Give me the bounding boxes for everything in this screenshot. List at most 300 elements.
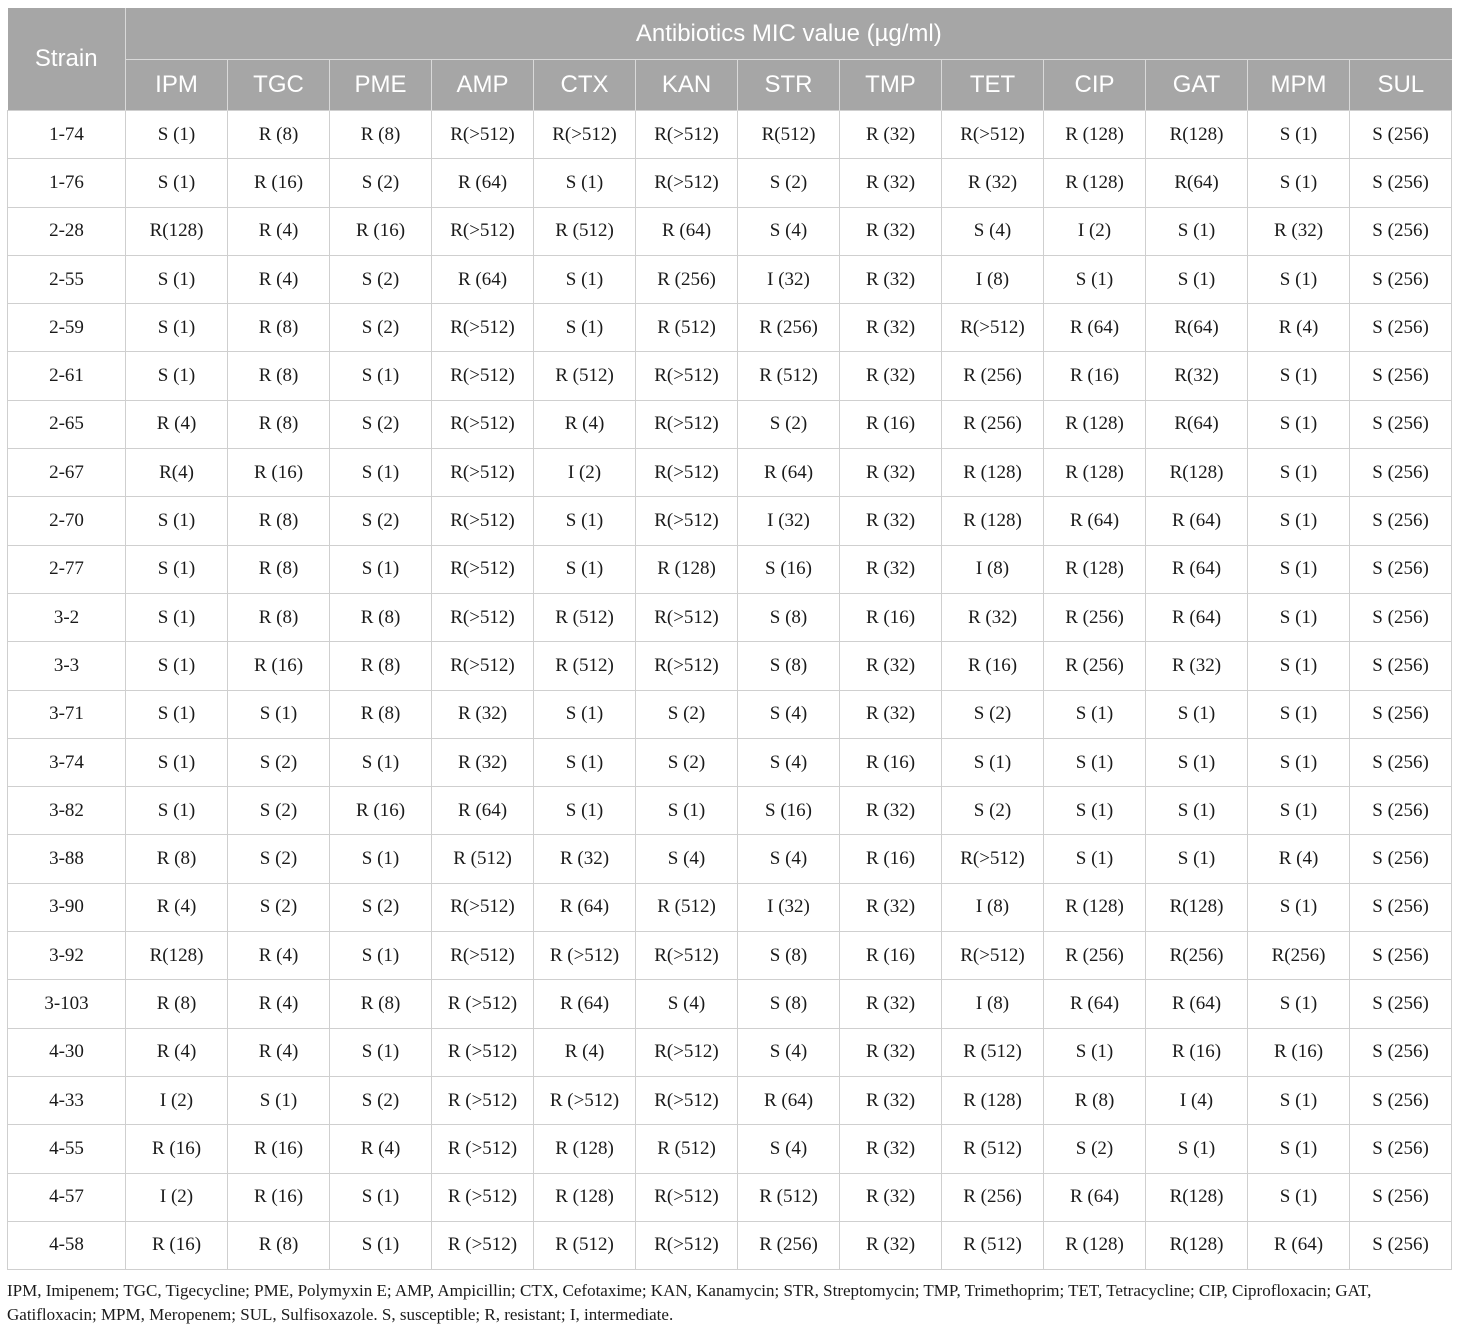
strain-cell: 2-65: [8, 400, 126, 448]
strain-cell: 4-57: [8, 1173, 126, 1221]
mic-cell-amp: R (64): [432, 159, 534, 207]
mic-cell-tgc: R (8): [228, 545, 330, 593]
mic-cell-cip: R (128): [1044, 159, 1146, 207]
mic-cell-sul: S (256): [1350, 932, 1452, 980]
mic-cell-sul: S (256): [1350, 497, 1452, 545]
mic-cell-gat: S (1): [1146, 207, 1248, 255]
mic-cell-tmp: R (32): [840, 1173, 942, 1221]
mic-cell-kan: R(>512): [636, 400, 738, 448]
mic-cell-pme: S (2): [330, 883, 432, 931]
mic-cell-cip: R (16): [1044, 352, 1146, 400]
mic-cell-gat: R(128): [1146, 1173, 1248, 1221]
mic-cell-str: S (4): [738, 207, 840, 255]
mic-cell-mpm: R (4): [1248, 304, 1350, 352]
mic-cell-mpm: S (1): [1248, 400, 1350, 448]
mic-cell-tet: R (128): [942, 449, 1044, 497]
mic-cell-tmp: R (32): [840, 304, 942, 352]
mic-cell-cip: R (128): [1044, 545, 1146, 593]
strain-cell: 2-61: [8, 352, 126, 400]
mic-cell-str: R(512): [738, 111, 840, 159]
mic-cell-ipm: S (1): [126, 159, 228, 207]
mic-cell-amp: R(>512): [432, 642, 534, 690]
mic-cell-tet: R (512): [942, 1221, 1044, 1269]
mic-cell-ctx: R (512): [534, 1221, 636, 1269]
mic-cell-amp: R (>512): [432, 1125, 534, 1173]
mic-cell-kan: S (4): [636, 980, 738, 1028]
mic-cell-amp: R (>512): [432, 1173, 534, 1221]
mic-cell-ctx: S (1): [534, 159, 636, 207]
mic-cell-cip: S (1): [1044, 787, 1146, 835]
mic-cell-pme: S (1): [330, 738, 432, 786]
mic-cell-pme: S (2): [330, 304, 432, 352]
mic-cell-pme: S (1): [330, 835, 432, 883]
mic-cell-mpm: S (1): [1248, 642, 1350, 690]
mic-cell-kan: S (2): [636, 738, 738, 786]
mic-cell-tet: R(>512): [942, 835, 1044, 883]
mic-cell-sul: S (256): [1350, 1173, 1452, 1221]
mic-cell-pme: R (8): [330, 593, 432, 641]
mic-cell-amp: R(>512): [432, 593, 534, 641]
mic-cell-gat: R (64): [1146, 545, 1248, 593]
mic-cell-ctx: S (1): [534, 497, 636, 545]
mic-cell-pme: R (16): [330, 787, 432, 835]
table-row: [8, 1076, 1452, 1124]
mic-cell-kan: R (128): [636, 545, 738, 593]
mic-cell-tet: I (8): [942, 980, 1044, 1028]
column-header-ipm: IPM: [126, 60, 228, 111]
table-row: [8, 932, 1452, 980]
mic-cell-tmp: R (32): [840, 1076, 942, 1124]
mic-cell-ctx: R (32): [534, 835, 636, 883]
mic-cell-ipm: R (16): [126, 1125, 228, 1173]
mic-cell-kan: R(>512): [636, 497, 738, 545]
mic-cell-tmp: R (32): [840, 159, 942, 207]
mic-cell-mpm: S (1): [1248, 449, 1350, 497]
mic-cell-tmp: R (32): [840, 497, 942, 545]
mic-cell-ipm: R (4): [126, 400, 228, 448]
mic-cell-tgc: S (2): [228, 738, 330, 786]
mic-cell-amp: R (>512): [432, 1076, 534, 1124]
mic-cell-tgc: R (8): [228, 400, 330, 448]
mic-cell-mpm: S (1): [1248, 1076, 1350, 1124]
column-header-tmp: TMP: [840, 60, 942, 111]
mic-cell-pme: S (2): [330, 255, 432, 303]
mic-cell-tet: I (8): [942, 255, 1044, 303]
mic-cell-tet: S (4): [942, 207, 1044, 255]
mic-cell-pme: S (1): [330, 1028, 432, 1076]
mic-cell-sul: S (256): [1350, 159, 1452, 207]
mic-cell-tet: R(>512): [942, 111, 1044, 159]
mic-cell-kan: S (4): [636, 835, 738, 883]
mic-cell-tgc: R (8): [228, 304, 330, 352]
mic-cell-str: S (2): [738, 400, 840, 448]
mic-cell-gat: R(128): [1146, 449, 1248, 497]
mic-cell-cip: R (128): [1044, 449, 1146, 497]
strain-cell: 2-67: [8, 449, 126, 497]
mic-cell-mpm: S (1): [1248, 352, 1350, 400]
antibiotics-group-header: Antibiotics MIC value (µg/ml): [126, 8, 1452, 60]
mic-cell-tmp: R (32): [840, 352, 942, 400]
mic-cell-ipm: S (1): [126, 787, 228, 835]
mic-cell-amp: R (64): [432, 255, 534, 303]
mic-cell-ipm: I (2): [126, 1173, 228, 1221]
mic-cell-ctx: R (512): [534, 207, 636, 255]
mic-cell-mpm: R(256): [1248, 932, 1350, 980]
table-row: [8, 304, 1452, 352]
mic-cell-tgc: R (16): [228, 449, 330, 497]
mic-cell-ctx: R (128): [534, 1173, 636, 1221]
strain-cell: 3-71: [8, 690, 126, 738]
mic-cell-ipm: R (8): [126, 835, 228, 883]
mic-cell-str: S (8): [738, 593, 840, 641]
mic-cell-sul: S (256): [1350, 593, 1452, 641]
column-header-cip: CIP: [1044, 60, 1146, 111]
mic-cell-tmp: R (32): [840, 111, 942, 159]
mic-cell-ipm: R (16): [126, 1221, 228, 1269]
mic-cell-cip: S (2): [1044, 1125, 1146, 1173]
mic-cell-sul: S (256): [1350, 352, 1452, 400]
mic-cell-cip: R (256): [1044, 642, 1146, 690]
mic-cell-amp: R(>512): [432, 932, 534, 980]
mic-cell-ctx: R (>512): [534, 1076, 636, 1124]
mic-cell-mpm: S (1): [1248, 787, 1350, 835]
mic-cell-ctx: R (64): [534, 980, 636, 1028]
mic-cell-sul: S (256): [1350, 738, 1452, 786]
mic-cell-mpm: S (1): [1248, 980, 1350, 1028]
mic-cell-ctx: S (1): [534, 545, 636, 593]
strain-cell: 4-58: [8, 1221, 126, 1269]
mic-cell-str: S (16): [738, 545, 840, 593]
mic-cell-ctx: S (1): [534, 787, 636, 835]
mic-cell-mpm: S (1): [1248, 593, 1350, 641]
mic-cell-sul: S (256): [1350, 545, 1452, 593]
mic-cell-str: S (4): [738, 835, 840, 883]
mic-cell-amp: R (>512): [432, 1221, 534, 1269]
mic-cell-cip: R (256): [1044, 593, 1146, 641]
mic-cell-cip: R (64): [1044, 304, 1146, 352]
mic-cell-kan: R(>512): [636, 449, 738, 497]
mic-cell-gat: R (16): [1146, 1028, 1248, 1076]
mic-cell-gat: S (1): [1146, 787, 1248, 835]
mic-cell-cip: I (2): [1044, 207, 1146, 255]
table-header: [8, 8, 1452, 111]
mic-cell-amp: R(>512): [432, 111, 534, 159]
strain-cell: 2-77: [8, 545, 126, 593]
mic-cell-gat: S (1): [1146, 835, 1248, 883]
mic-cell-ipm: S (1): [126, 497, 228, 545]
mic-cell-gat: R (64): [1146, 497, 1248, 545]
table-row: [8, 690, 1452, 738]
mic-cell-cip: S (1): [1044, 1028, 1146, 1076]
mic-cell-pme: R (8): [330, 642, 432, 690]
mic-cell-sul: S (256): [1350, 207, 1452, 255]
mic-cell-kan: R(>512): [636, 642, 738, 690]
mic-cell-tet: R(>512): [942, 932, 1044, 980]
mic-cell-pme: S (2): [330, 400, 432, 448]
table-row: [8, 497, 1452, 545]
table-body: [8, 111, 1452, 1270]
mic-cell-sul: S (256): [1350, 255, 1452, 303]
column-header-str: STR: [738, 60, 840, 111]
mic-cell-gat: R(128): [1146, 1221, 1248, 1269]
mic-cell-pme: R (8): [330, 980, 432, 1028]
mic-cell-tmp: R (32): [840, 207, 942, 255]
mic-cell-ctx: R (64): [534, 883, 636, 931]
mic-cell-ipm: S (1): [126, 738, 228, 786]
table-footnote: IPM, Imipenem; TGC, Tigecycline; PME, Polymyxin E; AMP, Ampicillin; CTX, Cefotaxime; KAN, Kanamycin; STR, Streptomycin; TMP, Trimethoprim; TET, Tetracycline; CIP, Ciprofloxacin; GAT, Gatifloxacin; MPM, Meropenem; SUL, Sulfisoxazole. S, susceptible; R, resistant; I, intermediate.: [7, 1281, 1372, 1324]
mic-cell-gat: R(64): [1146, 304, 1248, 352]
mic-cell-tet: R (32): [942, 593, 1044, 641]
mic-cell-tgc: R (4): [228, 980, 330, 1028]
mic-cell-kan: R(>512): [636, 1173, 738, 1221]
table-row: [8, 400, 1452, 448]
mic-cell-ipm: R(128): [126, 932, 228, 980]
mic-cell-tmp: R (32): [840, 787, 942, 835]
mic-cell-amp: R (>512): [432, 980, 534, 1028]
mic-cell-tgc: R (8): [228, 1221, 330, 1269]
strain-cell: 1-74: [8, 111, 126, 159]
mic-cell-gat: R(128): [1146, 883, 1248, 931]
column-header-pme: PME: [330, 60, 432, 111]
mic-cell-sul: S (256): [1350, 787, 1452, 835]
strain-cell: 3-92: [8, 932, 126, 980]
mic-cell-tgc: R (16): [228, 159, 330, 207]
mic-cell-kan: R (512): [636, 883, 738, 931]
mic-cell-pme: R (8): [330, 111, 432, 159]
mic-cell-str: R (256): [738, 1221, 840, 1269]
mic-cell-gat: R (64): [1146, 593, 1248, 641]
mic-cell-tmp: R (16): [840, 738, 942, 786]
mic-cell-tgc: S (1): [228, 690, 330, 738]
mic-cell-tet: S (2): [942, 690, 1044, 738]
column-header-tgc: TGC: [228, 60, 330, 111]
mic-cell-sul: S (256): [1350, 642, 1452, 690]
mic-cell-amp: R (32): [432, 738, 534, 786]
mic-cell-kan: R(>512): [636, 1028, 738, 1076]
mic-cell-cip: R (128): [1044, 1221, 1146, 1269]
mic-cell-ipm: R (4): [126, 883, 228, 931]
mic-cell-cip: S (1): [1044, 690, 1146, 738]
column-header-gat: GAT: [1146, 60, 1248, 111]
mic-cell-ctx: R (512): [534, 593, 636, 641]
mic-cell-sul: S (256): [1350, 1125, 1452, 1173]
mic-cell-sul: S (256): [1350, 1028, 1452, 1076]
strain-cell: 3-2: [8, 593, 126, 641]
mic-cell-ctx: R (128): [534, 1125, 636, 1173]
table-row: [8, 1221, 1452, 1269]
mic-cell-cip: S (1): [1044, 255, 1146, 303]
mic-cell-pme: S (2): [330, 1076, 432, 1124]
table-row: [8, 738, 1452, 786]
mic-cell-gat: R(128): [1146, 111, 1248, 159]
column-header-kan: KAN: [636, 60, 738, 111]
mic-cell-ctx: S (1): [534, 304, 636, 352]
mic-cell-gat: R(256): [1146, 932, 1248, 980]
mic-cell-cip: R (64): [1044, 980, 1146, 1028]
mic-cell-tet: R (512): [942, 1028, 1044, 1076]
mic-cell-str: R (64): [738, 449, 840, 497]
column-header-sul: SUL: [1350, 60, 1452, 111]
mic-cell-mpm: R (32): [1248, 207, 1350, 255]
mic-cell-gat: R(32): [1146, 352, 1248, 400]
mic-cell-ipm: S (1): [126, 642, 228, 690]
mic-cell-ctx: S (1): [534, 255, 636, 303]
mic-cell-cip: R (128): [1044, 400, 1146, 448]
mic-cell-cip: S (1): [1044, 738, 1146, 786]
mic-cell-ipm: R(128): [126, 207, 228, 255]
mic-cell-ctx: S (1): [534, 738, 636, 786]
mic-cell-gat: S (1): [1146, 738, 1248, 786]
mic-cell-tet: R (256): [942, 352, 1044, 400]
mic-cell-ctx: R (4): [534, 400, 636, 448]
column-header-mpm: MPM: [1248, 60, 1350, 111]
mic-cell-sul: S (256): [1350, 111, 1452, 159]
mic-cell-kan: R (64): [636, 207, 738, 255]
mic-cell-pme: S (1): [330, 1173, 432, 1221]
mic-cell-ipm: S (1): [126, 255, 228, 303]
column-header-ctx: CTX: [534, 60, 636, 111]
mic-cell-str: S (2): [738, 159, 840, 207]
mic-cell-tgc: R (8): [228, 593, 330, 641]
mic-cell-ipm: R(4): [126, 449, 228, 497]
mic-cell-mpm: S (1): [1248, 690, 1350, 738]
mic-cell-tmp: R (32): [840, 642, 942, 690]
mic-cell-pme: R (16): [330, 207, 432, 255]
mic-cell-cip: R (8): [1044, 1076, 1146, 1124]
table-row: [8, 980, 1452, 1028]
mic-cell-str: R (256): [738, 304, 840, 352]
mic-cell-kan: S (1): [636, 787, 738, 835]
mic-cell-amp: R(>512): [432, 883, 534, 931]
mic-cell-str: S (16): [738, 787, 840, 835]
mic-cell-mpm: R (4): [1248, 835, 1350, 883]
mic-cell-mpm: S (1): [1248, 545, 1350, 593]
mic-cell-tmp: R (16): [840, 593, 942, 641]
mic-cell-cip: R (256): [1044, 932, 1146, 980]
strain-column-header: Strain: [8, 8, 126, 111]
strain-cell: 2-28: [8, 207, 126, 255]
mic-cell-str: S (4): [738, 1125, 840, 1173]
mic-cell-kan: R (512): [636, 304, 738, 352]
mic-cell-tgc: R (8): [228, 352, 330, 400]
mic-cell-tmp: R (32): [840, 1125, 942, 1173]
strain-cell: 3-3: [8, 642, 126, 690]
mic-cell-mpm: S (1): [1248, 159, 1350, 207]
mic-cell-amp: R (512): [432, 835, 534, 883]
mic-cell-sul: S (256): [1350, 690, 1452, 738]
mic-cell-tmp: R (32): [840, 883, 942, 931]
mic-cell-tmp: R (16): [840, 835, 942, 883]
mic-cell-tet: R (16): [942, 642, 1044, 690]
strain-cell: 3-82: [8, 787, 126, 835]
mic-cell-tet: I (8): [942, 545, 1044, 593]
table-row: [8, 1125, 1452, 1173]
mic-cell-tmp: R (32): [840, 980, 942, 1028]
mic-cell-mpm: R (64): [1248, 1221, 1350, 1269]
mic-cell-tgc: R (4): [228, 255, 330, 303]
table-row: [8, 1028, 1452, 1076]
mic-cell-tet: R (256): [942, 1173, 1044, 1221]
table-row: [8, 883, 1452, 931]
mic-cell-pme: S (2): [330, 497, 432, 545]
table-row: [8, 545, 1452, 593]
mic-cell-tmp: R (32): [840, 690, 942, 738]
mic-cell-str: R (512): [738, 1173, 840, 1221]
strain-cell: 2-70: [8, 497, 126, 545]
strain-cell: 3-90: [8, 883, 126, 931]
mic-cell-tgc: S (2): [228, 787, 330, 835]
mic-cell-tgc: R (8): [228, 111, 330, 159]
mic-cell-tet: S (1): [942, 738, 1044, 786]
mic-cell-pme: S (1): [330, 449, 432, 497]
mic-cell-cip: S (1): [1044, 835, 1146, 883]
table-row: [8, 207, 1452, 255]
mic-cell-cip: R (64): [1044, 497, 1146, 545]
mic-cell-gat: R (32): [1146, 642, 1248, 690]
mic-cell-kan: R(>512): [636, 111, 738, 159]
mic-cell-ctx: R (512): [534, 352, 636, 400]
mic-cell-gat: R(64): [1146, 159, 1248, 207]
mic-cell-str: S (8): [738, 642, 840, 690]
mic-cell-gat: S (1): [1146, 255, 1248, 303]
mic-cell-sul: S (256): [1350, 304, 1452, 352]
strain-cell: 1-76: [8, 159, 126, 207]
mic-cell-pme: S (1): [330, 1221, 432, 1269]
strain-cell: 4-55: [8, 1125, 126, 1173]
mic-cell-sul: S (256): [1350, 1221, 1452, 1269]
mic-cell-ctx: R (>512): [534, 932, 636, 980]
mic-cell-ctx: S (1): [534, 690, 636, 738]
mic-table: [7, 8, 1452, 1270]
mic-cell-str: I (32): [738, 497, 840, 545]
mic-cell-kan: R(>512): [636, 932, 738, 980]
table-row: [8, 449, 1452, 497]
mic-cell-pme: S (2): [330, 159, 432, 207]
mic-cell-tet: R (256): [942, 400, 1044, 448]
mic-cell-tgc: R (16): [228, 1125, 330, 1173]
mic-cell-amp: R(>512): [432, 352, 534, 400]
mic-cell-tgc: R (8): [228, 497, 330, 545]
mic-cell-ipm: R (4): [126, 1028, 228, 1076]
mic-cell-kan: R (512): [636, 1125, 738, 1173]
mic-cell-gat: I (4): [1146, 1076, 1248, 1124]
mic-cell-amp: R(>512): [432, 400, 534, 448]
mic-cell-kan: R(>512): [636, 352, 738, 400]
mic-cell-pme: R (4): [330, 1125, 432, 1173]
mic-cell-tgc: R (4): [228, 932, 330, 980]
mic-cell-tgc: R (4): [228, 207, 330, 255]
strain-cell: 4-33: [8, 1076, 126, 1124]
mic-cell-mpm: S (1): [1248, 1125, 1350, 1173]
mic-cell-str: S (8): [738, 980, 840, 1028]
mic-cell-ipm: S (1): [126, 545, 228, 593]
table-row: [8, 593, 1452, 641]
mic-cell-cip: R (128): [1044, 883, 1146, 931]
mic-cell-mpm: S (1): [1248, 111, 1350, 159]
table-row: [8, 787, 1452, 835]
strain-cell: 2-59: [8, 304, 126, 352]
mic-cell-tet: I (8): [942, 883, 1044, 931]
mic-cell-gat: R (64): [1146, 980, 1248, 1028]
mic-cell-amp: R (64): [432, 787, 534, 835]
mic-cell-amp: R(>512): [432, 207, 534, 255]
mic-cell-sul: S (256): [1350, 449, 1452, 497]
mic-cell-tgc: S (1): [228, 1076, 330, 1124]
mic-cell-tgc: S (2): [228, 835, 330, 883]
mic-cell-kan: R(>512): [636, 593, 738, 641]
mic-cell-str: S (4): [738, 690, 840, 738]
mic-cell-sul: S (256): [1350, 400, 1452, 448]
